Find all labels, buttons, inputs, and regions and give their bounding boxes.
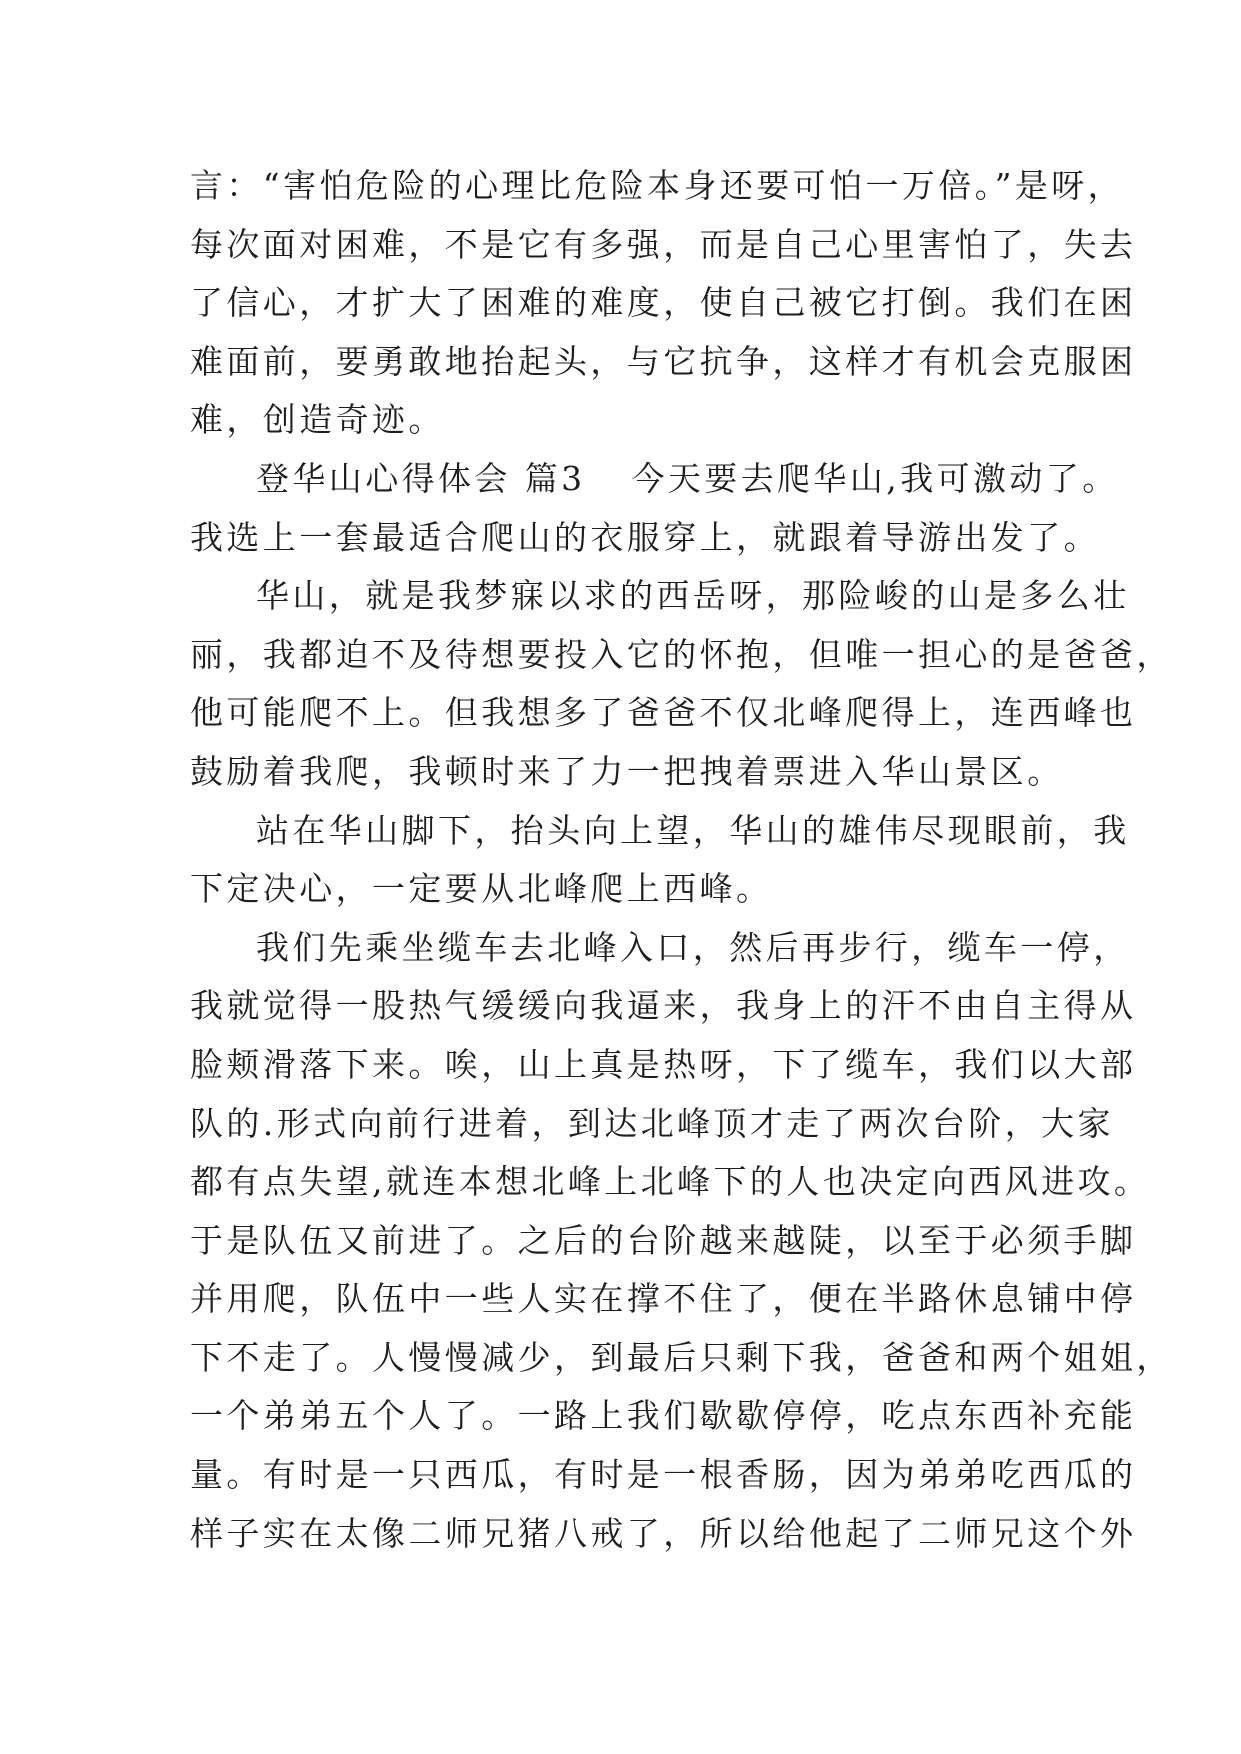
text-line: 每次面对困难，不是它有多强，而是自己心里害怕了，失去 xyxy=(190,224,1137,264)
text-line: 言：“害怕危险的心理比危险本身还要可怕一万倍。”是呀， xyxy=(190,166,1125,205)
text-line: 下不走了。人慢慢减少，到最后只剩下我，爸爸和两个姐姐， xyxy=(190,1337,1173,1377)
section-heading-line xyxy=(190,450,1119,509)
text-line: 下定决心，一定要从北峰爬上西峰。 xyxy=(190,869,773,909)
section-title: 登华山心得体会 篇3 xyxy=(256,458,586,498)
text-line: 于是队伍又前进了。之后的台阶越来越陡，以至于必须手脚 xyxy=(190,1220,1137,1260)
text-line: 难面前，要勇敢地抬起头，与它抗争，这样才有机会克服困 xyxy=(190,341,1137,381)
paragraph-first-line: 站在华山脚下，抬头向上望，华山的雄伟尽现眼前，我 xyxy=(256,810,1130,850)
text-line: 丽，我都迫不及待想要投入它的怀抱，但唯一担心的是爸爸， xyxy=(190,634,1173,674)
text-line: 脸颊滑落下来。唉，山上真是热呀，下了缆车，我们以大部 xyxy=(190,1044,1137,1084)
paragraph-first-line: 我们先乘坐缆车去北峰入口，然后再步行，缆车一停， xyxy=(256,927,1130,967)
section-first-line: 今天要去爬华山,我可激动了。 xyxy=(631,458,1119,498)
text-line: 了信心，才扩大了困难的难度，使自己被它打倒。我们在困 xyxy=(190,283,1137,323)
document-body xyxy=(190,157,1173,1563)
text-line: 我就觉得一股热气缓缓向我逼来，我身上的汗不由自主得从 xyxy=(190,986,1137,1026)
text-line: 鼓励着我爬，我顿时来了力一把拽着票进入华山景区。 xyxy=(190,751,1064,791)
text-line: 样子实在太像二师兄猪八戒了，所以给他起了二师兄这个外 xyxy=(190,1513,1137,1553)
text-line: 难，创造奇迹。 xyxy=(190,400,445,440)
text-line: 并用爬，队伍中一些人实在撑不住了，便在半路休息铺中停 xyxy=(190,1279,1137,1319)
text-line: 都有点失望,就连本想北峰上北峰下的人也决定向西风进攻。 xyxy=(190,1162,1151,1202)
text-line: 队的.形式向前行进着，到达北峰顶才走了两次台阶，大家 xyxy=(190,1103,1114,1143)
text-line: 他可能爬不上。但我想多了爸爸不仅北峰爬得上，连西峰也 xyxy=(190,693,1137,733)
paragraph-first-line: 华山，就是我梦寐以求的西岳呀，那险峻的山是多么壮 xyxy=(256,576,1130,616)
text-line: 量。有时是一只西瓜，有时是一根香肠，因为弟弟吃西瓜的 xyxy=(190,1455,1137,1495)
text-line: 一个弟弟五个人了。一路上我们歇歇停停，吃点东西补充能 xyxy=(190,1396,1137,1436)
text-line: 我选上一套最适合爬山的衣服穿上，就跟着导游出发了。 xyxy=(190,517,1100,557)
